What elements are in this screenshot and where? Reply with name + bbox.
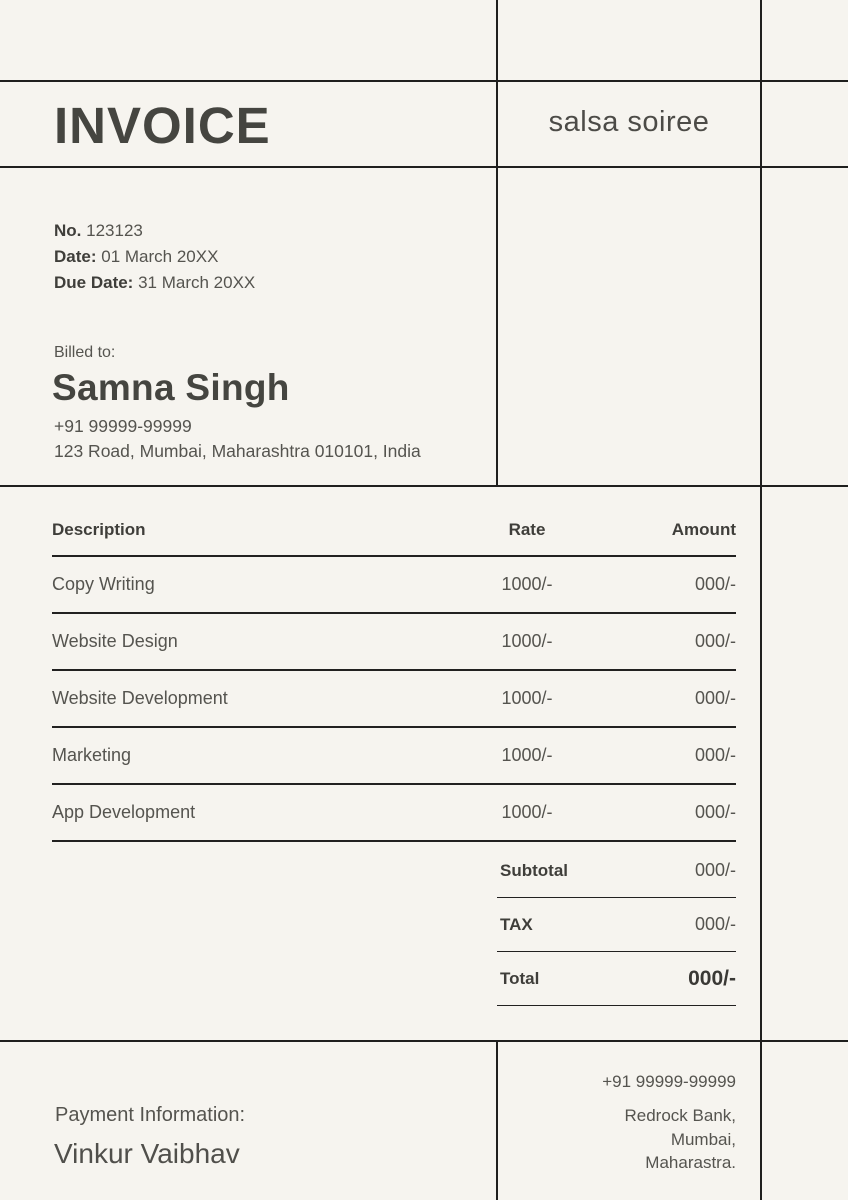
subtotal-value: 000/-: [694, 860, 736, 880]
billed-to-label: Billed to:: [54, 344, 116, 361]
tax-row: [497, 898, 736, 952]
payment-payee-name: Vinkur Vaibhav: [54, 1138, 240, 1169]
total-label: Total: [500, 968, 540, 988]
table-row: [52, 557, 736, 614]
item-rate: 1000/-: [501, 688, 553, 708]
rule-top-band: [0, 80, 848, 82]
table-row: [52, 614, 736, 671]
page-title: INVOICE: [54, 97, 271, 154]
footer-contact-block: [602, 1072, 736, 1175]
invoice-due-date-label: Due Date:: [54, 273, 134, 292]
item-description: Marketing: [52, 745, 132, 765]
item-description: Website Design: [52, 631, 178, 651]
footer-phone: +91 99999-99999: [602, 1072, 736, 1091]
rule-vertical-right: [760, 0, 762, 1200]
subtotal-row: [497, 844, 736, 898]
invoice-date-value: 01 March 20XX: [101, 247, 219, 266]
item-rate: 1000/-: [501, 802, 553, 822]
table-row: [52, 785, 736, 842]
item-rate: 1000/-: [501, 574, 553, 594]
item-amount: 000/-: [694, 574, 736, 594]
invoice-number-row: [54, 218, 255, 244]
footer-bank-city: Mumbai,: [670, 1129, 736, 1149]
footer-bank-name: Redrock Bank,: [624, 1106, 736, 1125]
column-header-description: Description: [52, 520, 146, 539]
brand-name: salsa soiree: [548, 106, 710, 138]
item-amount: 000/-: [694, 745, 736, 765]
rule-above-footer: [0, 1040, 848, 1042]
tax-label: TAX: [500, 914, 533, 934]
rule-vertical-left-bottom: [496, 1040, 498, 1200]
table-row: [52, 671, 736, 728]
tax-value: 000/-: [694, 914, 736, 934]
payment-information-label: Payment Information:: [55, 1104, 246, 1126]
footer-bank-state: Maharastra.: [645, 1153, 736, 1172]
invoice-date-label: Date:: [54, 247, 97, 266]
items-table: [52, 505, 736, 842]
invoice-meta: [54, 218, 255, 296]
item-description: App Development: [52, 802, 196, 822]
item-description: Website Development: [52, 688, 228, 708]
billed-to-contact: [54, 414, 421, 464]
item-rate: 1000/-: [501, 745, 553, 765]
items-table-header: [52, 505, 736, 557]
column-header-amount: Amount: [671, 520, 736, 539]
total-value: 000/-: [688, 966, 736, 990]
invoice-number-label: No.: [54, 221, 82, 240]
billed-to-address: 123 Road, Mumbai, Maharashtra 010101, India: [54, 441, 421, 461]
column-header-rate: Rate: [508, 520, 546, 539]
item-amount: 000/-: [694, 631, 736, 651]
billed-to-phone: +91 99999-99999: [54, 416, 192, 436]
rule-below-header: [0, 166, 848, 168]
rule-vertical-left-top: [496, 0, 498, 487]
invoice-due-date-row: [54, 270, 255, 296]
total-row: [497, 952, 736, 1006]
rule-below-billing: [0, 485, 848, 487]
invoice-date-row: [54, 244, 255, 270]
item-description: Copy Writing: [52, 574, 155, 594]
table-row: [52, 728, 736, 785]
totals-summary: [497, 844, 736, 1006]
item-amount: 000/-: [694, 802, 736, 822]
billed-to-name: Samna Singh: [52, 367, 290, 408]
invoice-due-date-value: 31 March 20XX: [138, 273, 256, 292]
item-amount: 000/-: [694, 688, 736, 708]
item-rate: 1000/-: [501, 631, 553, 651]
invoice-number-value: 123123: [86, 221, 143, 240]
subtotal-label: Subtotal: [500, 860, 568, 880]
